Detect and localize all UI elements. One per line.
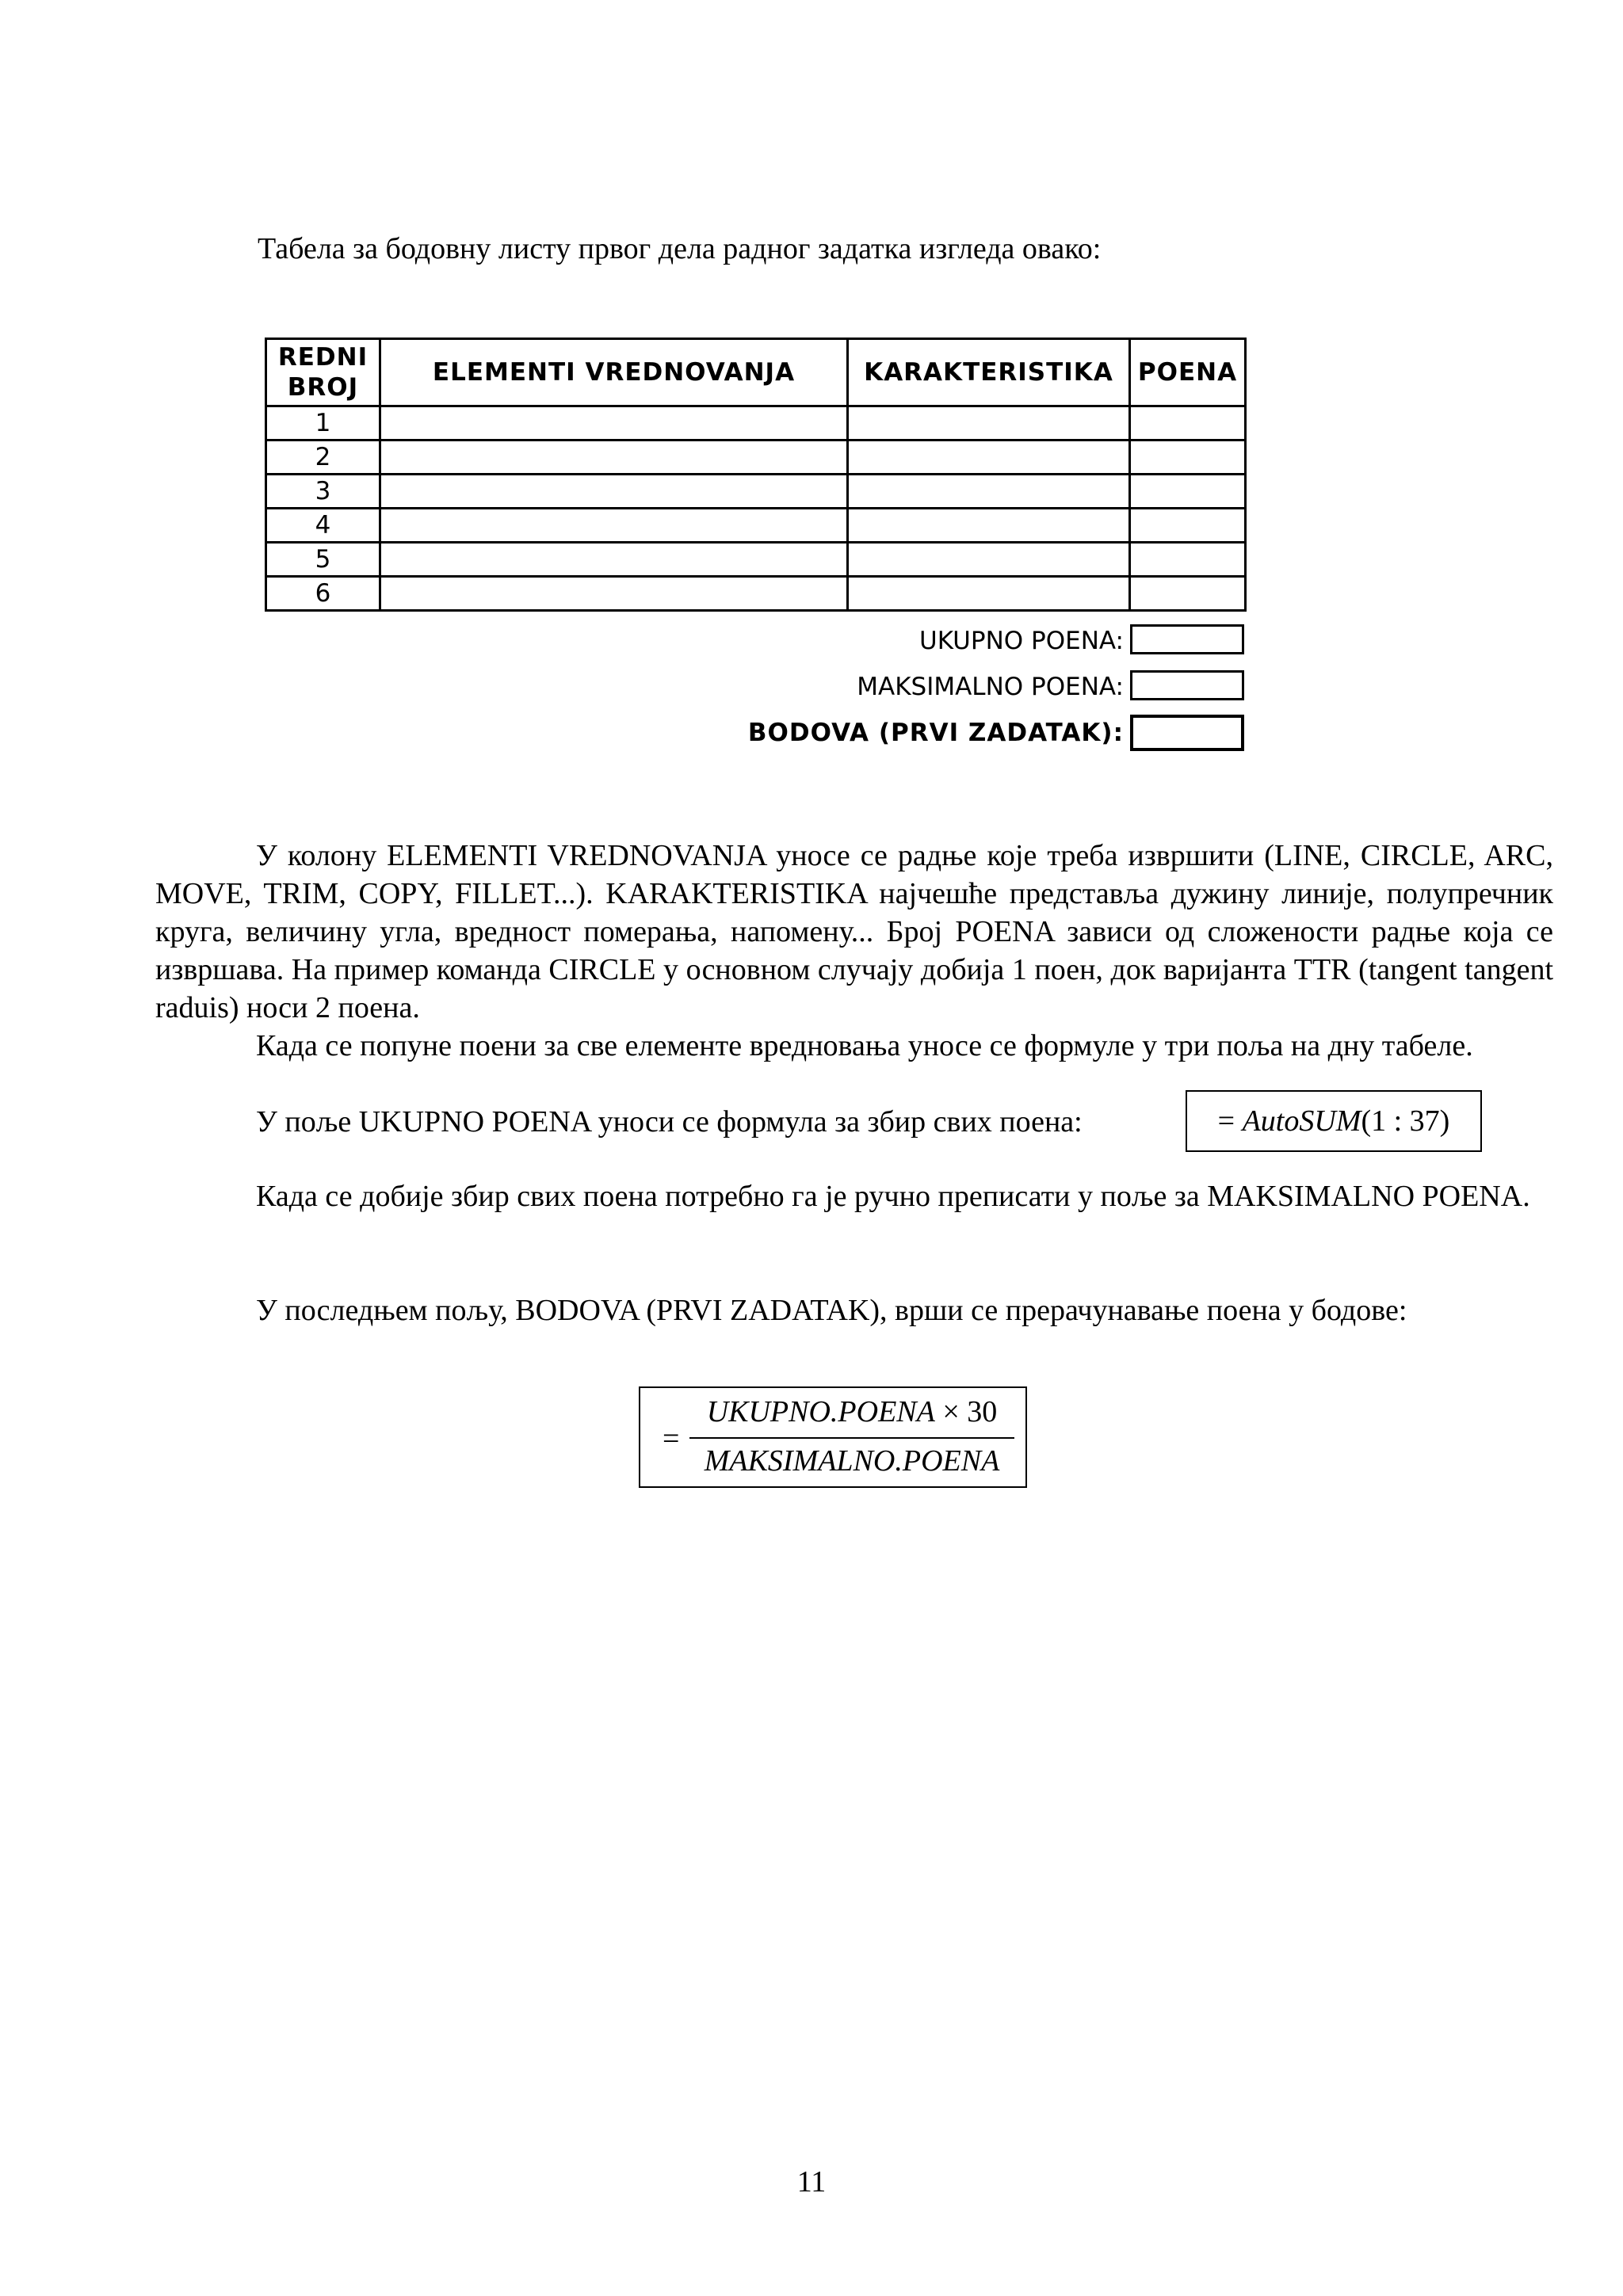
- formula1-equals: =: [1217, 1104, 1235, 1138]
- bodova-box: [1130, 715, 1244, 751]
- paragraph-formule: Када се попуне поени за све елементе вредновања уносе се формуле у три поља на дну табеле.: [256, 1029, 1473, 1062]
- row-number: 3: [266, 475, 380, 509]
- cell-elementi: [380, 577, 848, 611]
- maksimalno-poena-box: [1130, 670, 1244, 700]
- row-number: 5: [266, 543, 380, 577]
- maksimalno-poena-label: MAKSIMALNO POENA:: [857, 673, 1124, 701]
- formula1-args: (1 : 37): [1361, 1104, 1450, 1138]
- ukupno-poena-row: [602, 623, 1244, 661]
- page-number: 11: [796, 2165, 827, 2199]
- table-row: [266, 577, 1246, 611]
- cell-karakteristika: [848, 475, 1130, 509]
- formula2-times: ×: [942, 1395, 960, 1428]
- bodova-row: [602, 715, 1244, 753]
- cell-karakteristika: [848, 577, 1130, 611]
- formula2-numerator-text: UKUPNO.POENA: [706, 1395, 935, 1428]
- row-number: 6: [266, 577, 380, 611]
- cell-elementi: [380, 475, 848, 509]
- table-row: [266, 509, 1246, 543]
- cell-karakteristika: [848, 543, 1130, 577]
- fraction-line: [689, 1437, 1014, 1439]
- header-redni-broj: REDNI BROJ: [266, 339, 380, 406]
- table-row: [266, 406, 1246, 441]
- formula2-numerator: [689, 1394, 1014, 1429]
- formula2-factor: 30: [967, 1395, 998, 1428]
- row-number: 1: [266, 406, 380, 441]
- table-row: [266, 441, 1246, 475]
- cell-poena: [1130, 509, 1246, 543]
- ukupno-poena-box: [1130, 624, 1244, 654]
- formula2-equals: =: [663, 1422, 680, 1455]
- intro-text: Табела за бодовну листу првог дела радног задатка изгледа овако:: [258, 232, 1102, 265]
- header-karakteristika: KARAKTERISTIKA: [848, 339, 1130, 406]
- cell-elementi: [380, 509, 848, 543]
- formula1-function: AutoSUM: [1242, 1104, 1361, 1138]
- row-number: 4: [266, 509, 380, 543]
- cell-karakteristika: [848, 441, 1130, 475]
- cell-elementi: [380, 406, 848, 441]
- cell-elementi: [380, 543, 848, 577]
- table-header-row: [266, 339, 1246, 406]
- cell-poena: [1130, 475, 1246, 509]
- cell-karakteristika: [848, 406, 1130, 441]
- cell-karakteristika: [848, 509, 1130, 543]
- cell-poena: [1130, 543, 1246, 577]
- paragraph-maksimalno: Када се добије збир свих поена потребно га је ручно преписати у поље за MAKSIMALNO POENA.: [256, 1180, 1530, 1213]
- cell-poena: [1130, 441, 1246, 475]
- bodova-label: BODOVA (PRVI ZADATAK):: [747, 719, 1124, 747]
- formula2-denominator: MAKSIMALNO.POENA: [704, 1444, 1000, 1478]
- cell-poena: [1130, 577, 1246, 611]
- cell-elementi: [380, 441, 848, 475]
- ukupno-poena-label: UKUPNO POENA:: [919, 627, 1124, 655]
- table-row: [266, 475, 1246, 509]
- autosum-formula-box: [1186, 1090, 1482, 1152]
- paragraph-bodova: У последњем пољу, BODOVA (PRVI ZADATAK), врши се прерачунавање поена у бодове:: [256, 1294, 1407, 1327]
- score-table: [265, 338, 1247, 612]
- paragraph-elementi: У колону ELEMENTI VREDNOVANJA уносе се радње које треба извршити (LINE, CIRCLE, ARC, MOVE, TRIM, COPY, FILLET...). KARAKTERISTIKA најчешће представља дужину линије, полупречник круга, величину угла, вредност померања, напомену... Број POENA зависи од сложености радње која се извршава. На пример команда CIRCLE у основном случају добија 1 поен, док варијанта TTR (tangent tangent raduis) носи 2 поена.: [155, 839, 1553, 1024]
- maksimalno-poena-row: [602, 669, 1244, 707]
- paragraph-ukupno: У поље UKUPNO POENA уноси се формула за збир свих поена:: [256, 1105, 1083, 1138]
- row-number: 2: [266, 441, 380, 475]
- header-poena: POENA: [1130, 339, 1246, 406]
- cell-poena: [1130, 406, 1246, 441]
- table-row: [266, 543, 1246, 577]
- header-elementi-vrednovanja: ELEMENTI VREDNOVANJA: [380, 339, 848, 406]
- bodova-formula-box: [639, 1386, 1027, 1488]
